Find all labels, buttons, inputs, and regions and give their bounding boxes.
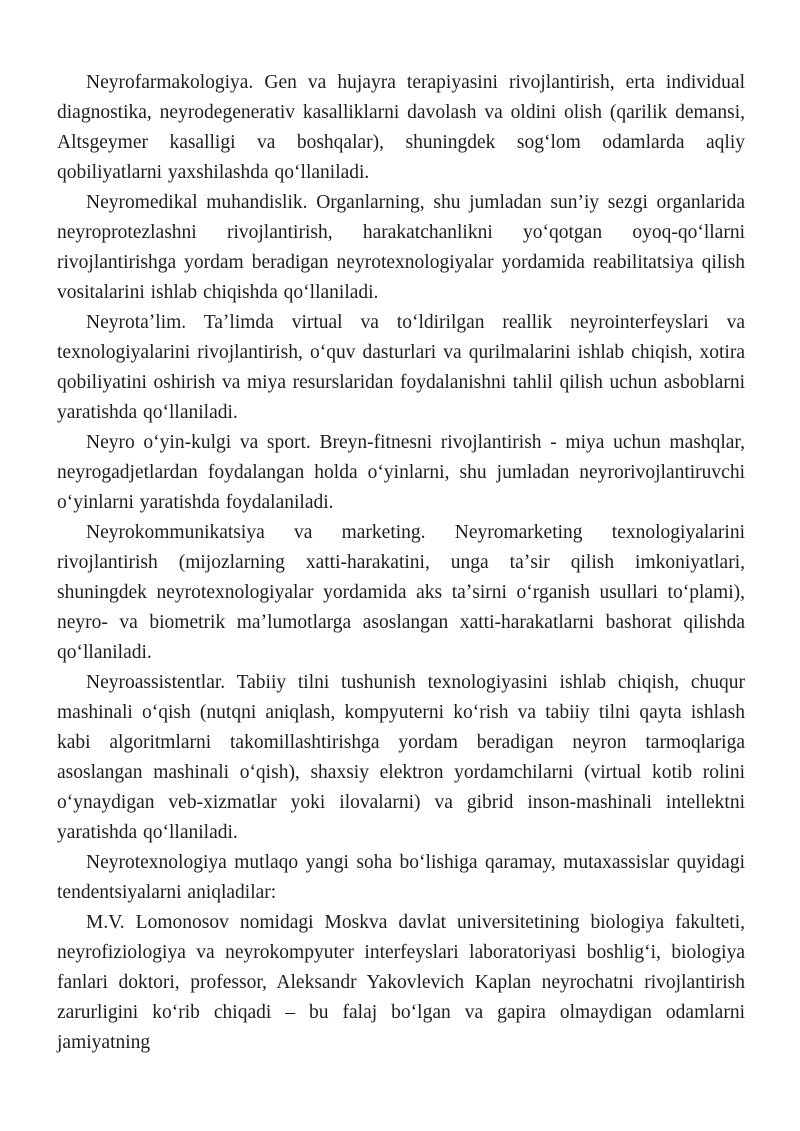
paragraph-neyrotexnologiya-tendentsiyalar: Neyrotexnologiya mutlaqo yangi soha boʻlishiga qaramay, mutaxassislar quyidagi tendentsiyalarni aniqladilar: — [57, 852, 745, 903]
paragraph-neyroassistentlar: Neyroassistentlar. Tabiiy tilni tushunish texnologiyasini ishlab chiqish, chuqur mashinali oʻqish (nutqni aniqlash, kompyuterni koʻrish va tabiiy tilni qayta ishlash kabi algoritmlarni takomillashtirishga yordam beradigan neyron tarmoqlariga asoslangan mashinali oʻqish), shaxsiy elektron yordamchilarni (virtual kotib rolini oʻynaydigan veb-xizmatlar yoki ilovalarni) va gibrid inson-mashinali intellektni yaratishda qoʻllaniladi. — [57, 672, 745, 843]
paragraph-neyro-oyin-kulgi-va-sport: Neyro oʻyin-kulgi va sport. Breyn-fitnesni rivojlantirish - miya uchun mashqlar, neyrogadjetlardan foydalangan holda oʻyinlarni, shu jumladan neyrorivojlantiruvchi oʻyinlarni yaratishda foydalaniladi. — [57, 432, 745, 513]
paragraph-neyrofarmakologiya: Neyrofarmakologiya. Gen va hujayra terapiyasini rivojlantirish, erta individual diagnostika, neyrodegenerativ kasalliklarni davolash va oldini olish (qarilik demansi, Altsgeymer kasalligi va boshqalar), shuningdek sogʻlom odamlarda aqliy qobiliyatlarni yaxshilashda qoʻllaniladi. — [57, 72, 745, 183]
paragraph-neyrokommunikatsiya-va-marketing: Neyrokommunikatsiya va marketing. Neyromarketing texnologiyalarini rivojlantirish (mijozlarning xatti-harakatini, unga taʼsir qilish imkoniyatlari, shuningdek neyrotexnologiyalar yordamida aks taʼsirni oʻrganish usullari toʻplami), neyro- va biometrik maʼlumotlarga asoslangan xatti-harakatlarni bashorat qilishda qoʻllaniladi. — [57, 522, 745, 663]
paragraph-neyrotalim: Neyrotaʼlim. Taʼlimda virtual va toʻldirilgan reallik neyrointerfeyslari va texnologiyalarini rivojlantirish, oʻquv dasturlari va qurilmalarini ishlab chiqish, xotira qobiliyatini oshirish va miya resurslaridan foydalanishni tahlil qilish uchun asboblarni yaratishda qoʻllaniladi. — [57, 312, 745, 423]
paragraph-lomonosov-kaplan: M.V. Lomonosov nomidagi Moskva davlat universitetining biologiya fakulteti, neyrofiziologiya va neyrokompyuter interfeyslari laboratoriyasi boshligʻi, biologiya fanlari doktori, professor, Aleksandr Yakovlevich Kaplan neyrochatni rivojlantirish zarurligini koʻrib chiqadi – bu falaj boʻlgan va gapira olmaydigan odamlarni jamiyatning — [57, 912, 745, 1053]
paragraph-neyromedikal-muhandislik: Neyromedikal muhandislik. Organlarning, shu jumladan sun’iy sezgi organlarida neyroprotezlashni rivojlantirish, harakatchanlikni yoʻqotgan oyoq-qoʻllarni rivojlantirishga yordam beradigan neyrotexnologiyalar yordamida reabilitatsiya qilish vositalarini ishlab chiqishda qoʻllaniladi. — [57, 192, 745, 303]
